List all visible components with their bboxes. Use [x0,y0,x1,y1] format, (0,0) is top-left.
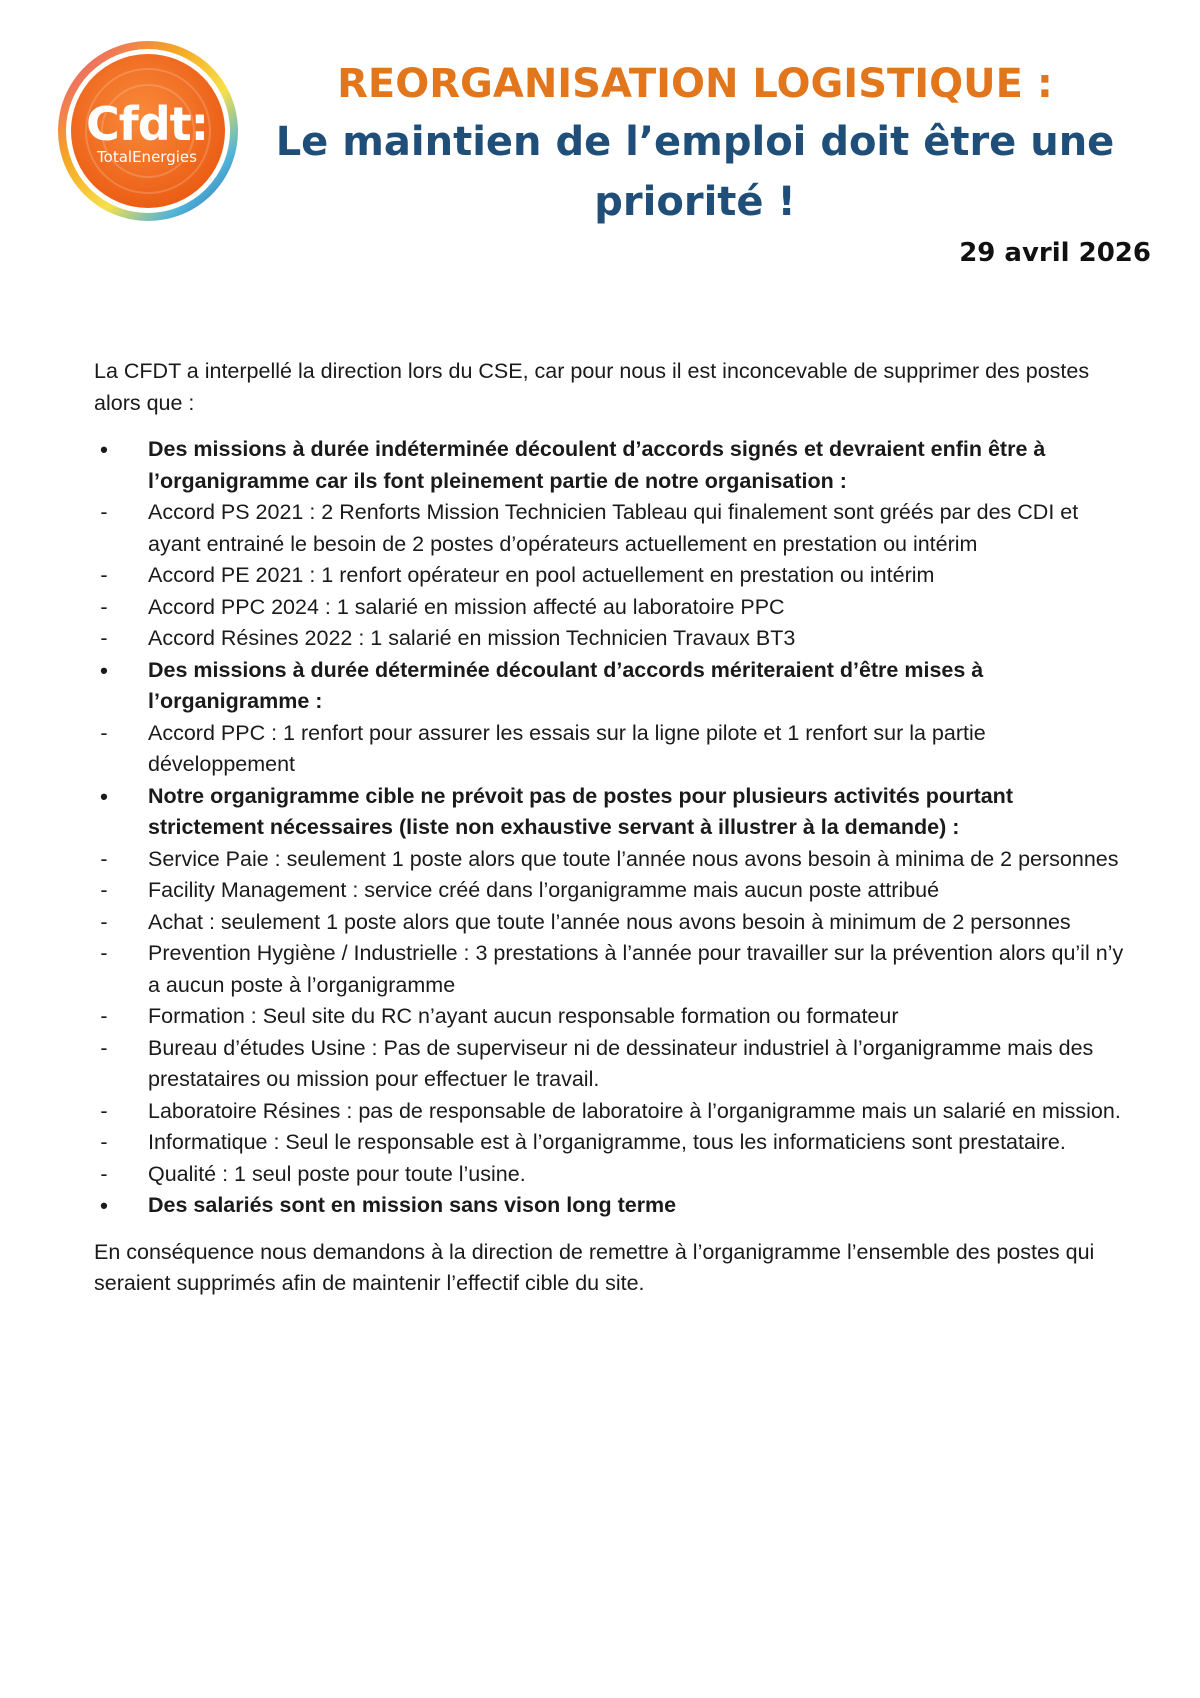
cfdt-logo [55,38,241,224]
dash-mark: - [100,1004,108,1028]
list-item-text: Bureau d’études Usine : Pas de superviseur ni de dessinateur industriel à l’organigramme mais des prestataires ou mission pour effectuer le travail. [148,1035,1094,1091]
dash-item [94,1127,1124,1159]
list-item-text: Accord PS 2021 : 2 Renforts Mission Technicien Tableau qui finalement sont gréés par des CDI et ayant entrainé le besoin de 2 postes d’opérateurs actuellement en prestation ou intérim [148,500,1079,556]
list-item-text: Accord PPC 2024 : 1 salarié en mission affecté au laboratoire PPC [148,594,785,619]
dash-item [94,938,1124,1001]
document-title [270,56,1120,232]
dash-item [94,560,1124,592]
list-item-text: Des missions à durée indéterminée découlent d’accords signés et devraient enfin être à l’organigramme car ils font pleinement partie de notre organisation : [148,437,1046,493]
list-item-text: Informatique : Seul le responsable est à l’organigramme, tous les informaticiens sont prestataire. [148,1130,1066,1154]
list-item-text: Notre organigramme cible ne prévoit pas de postes pour plusieurs activités pourtant strictement nécessaires (liste non exhaustive servant à illustrer à la demande) : [148,783,1013,839]
bullet-item [94,655,1124,718]
dash-item [94,875,1124,907]
dash-item [94,1033,1124,1096]
list-item-text: Accord PE 2021 : 1 renfort opérateur en pool actuellement en prestation ou intérim [148,563,935,587]
title-line-2: Le maintien de l’emploi doit être une [275,119,1115,165]
bullet-item [94,781,1124,844]
list-item-text: Achat : seulement 1 poste alors que toute l’année nous avons besoin à minimum de 2 personnes [148,909,1071,934]
intro-paragraph: La CFDT a interpellé la direction lors du CSE, car pour nous il est inconcevable de supprimer des postes alors que : [94,359,1090,415]
dash-mark: - [100,594,108,619]
dash-item [94,1001,1124,1033]
list-item-text: Formation : Seul site du RC n’ayant aucun responsable formation ou formateur [148,1004,899,1028]
bullet-mark: • [100,657,108,683]
list-item-text: Service Paie : seulement 1 poste alors que toute l’année nous avons besoin à minima de 2 personnes [148,846,1119,871]
dash-mark: - [100,1161,108,1186]
dash-mark: - [100,720,108,745]
title-line-3: priorité ! [594,179,796,225]
dash-mark: - [100,1098,108,1123]
bullet-item [94,434,1124,497]
logo-subtitle: TotalEnergies [97,148,197,166]
conclusion-paragraph: En conséquence nous demandons à la direction de remettre à l’organigramme l’ensemble des postes qui seraient supprimés afin de maintenir l’effectif cible du site. [94,1239,1095,1295]
title-line-1: REORGANISATION LOGISTIQUE : [337,61,1053,107]
list-item-text: Accord Résines 2022 : 1 salarié en mission Technicien Travaux BT3 [148,626,796,650]
list-item-text: Qualité : 1 seul poste pour toute l’usine. [148,1161,526,1186]
dash-mark: - [100,1035,108,1060]
bullet-mark: • [100,1193,108,1218]
list-item-text: Des salariés sont en mission sans vison long terme [148,1193,677,1217]
list-item-text: Accord PPC : 1 renfort pour assurer les essais sur la ligne pilote et 1 renfort sur la partie développement [148,720,986,776]
dash-mark: - [100,941,108,965]
logo-wordmark: Cfdt: [85,97,209,151]
dash-item [94,497,1124,560]
bullet-mark: • [100,437,108,462]
dash-item [94,623,1124,655]
dash-mark: - [100,909,108,934]
dash-mark: - [100,626,108,650]
dash-item [94,907,1124,939]
list-item-text: Facility Management : service créé dans l’organigramme mais aucun poste attribué [148,878,940,902]
document-date: 29 avril 2026 [959,238,1151,268]
bullet-mark: • [100,783,108,809]
dash-item [94,592,1124,624]
dash-mark: - [100,878,108,902]
list-item-text: Des missions à durée déterminée découlant d’accords mériteraient d’être mises à l’organigramme : [148,657,984,713]
document-body [94,356,1124,1300]
dash-item [94,718,1124,781]
dash-mark: - [100,846,108,871]
dash-item [94,1159,1124,1191]
dash-item [94,844,1124,876]
list-item-text: Laboratoire Résines : pas de responsable de laboratoire à l’organigramme mais un salarié en mission. [148,1098,1121,1123]
dash-item [94,1096,1124,1128]
dash-mark: - [100,1130,108,1154]
dash-mark: - [100,500,108,524]
bullet-item [94,1190,1124,1222]
dash-mark: - [100,563,108,587]
demands-list [94,434,1124,1222]
list-item-text: Prevention Hygiène / Industrielle : 3 prestations à l’année pour travailler sur la prévention alors qu’il n’y a aucun poste à l’organigramme [148,941,1124,997]
